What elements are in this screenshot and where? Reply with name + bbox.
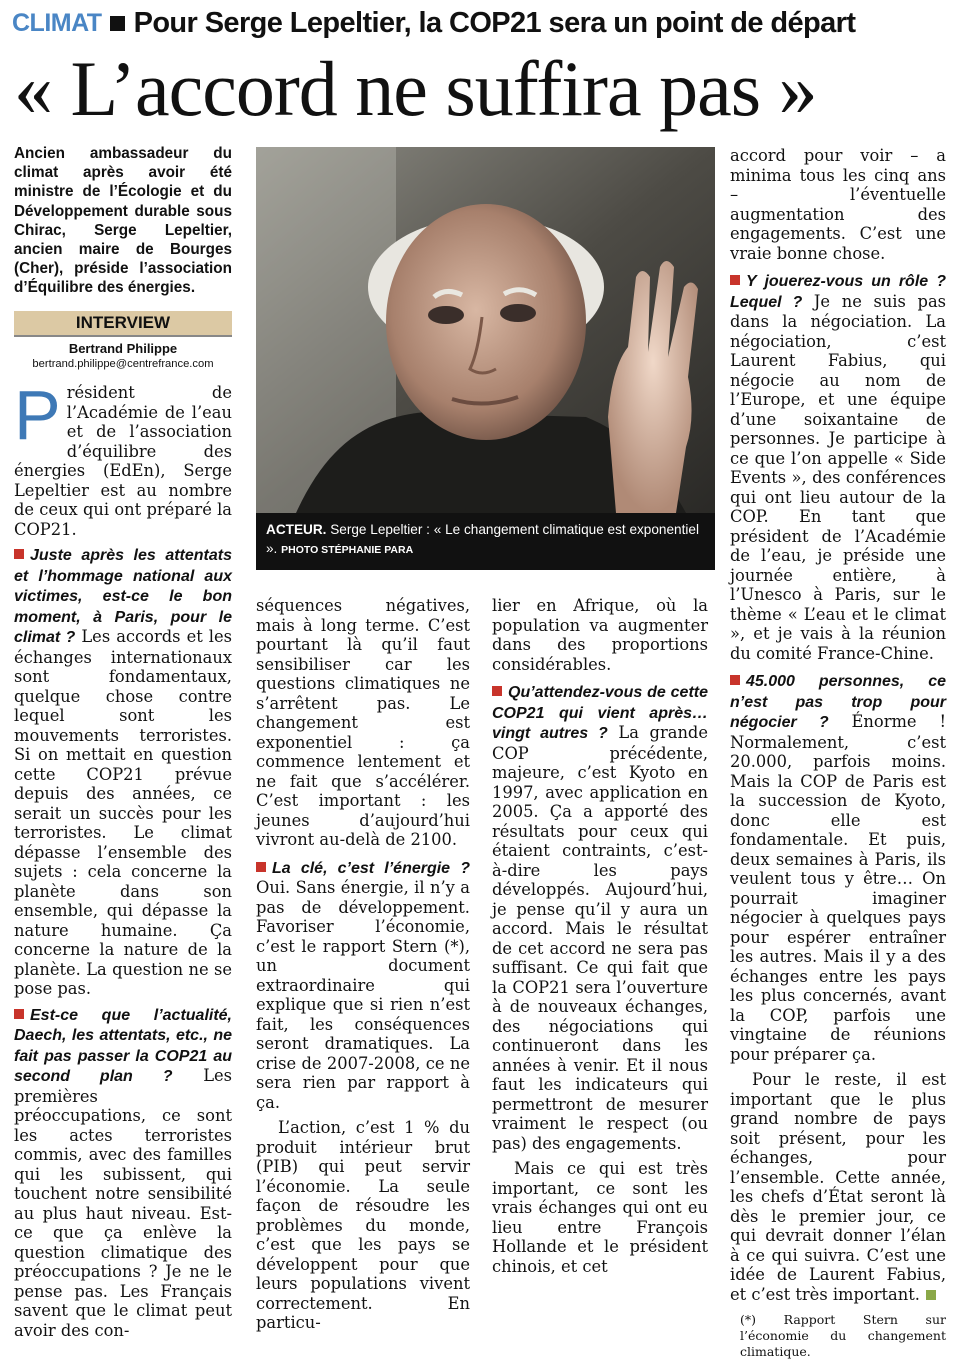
chapo: Ancien ambassadeur du climat après avoir été ministre de l’Écologie et du Développement durable sous Chirac, Serge Lepeltier, ancien maire de Bourges (Cher), préside l’association d’Équilibre des énergies. [14, 145, 232, 297]
question-1: Juste après les attentats et l’hommage national aux victimes, est-ce le bon moment, à Paris, pour le climat ? [14, 547, 232, 646]
kicker-text: Pour Serge Lepeltier, la COP21 sera un point de départ [133, 6, 856, 39]
question-5: Y jouerez-vous un rôle ? Lequel ? [730, 273, 946, 311]
headline: « L’accord ne suffira pas » [14, 45, 817, 132]
column-2 [256, 596, 470, 1333]
question-marker-icon [730, 675, 740, 685]
intro-text: résident de l’Académie de l’eau et de l’association d’équilibre des énergies (EdEn), Serge Lepeltier est au nombre de ceux qui ont préparé la COP21. [14, 383, 232, 539]
qa-2 [14, 1005, 232, 1341]
col3-paragraph-2: Mais ce qui est très important, ce sont les vrais échanges qui ont eu lieu entre François Hollande et le président chinois, et cet [492, 1159, 708, 1276]
answer-3: Oui. Sans énergie, il n’y a pas de développement. Favoriser l’économie, c’est le rapport Stern (*), un document extraordinaire qui explique que si rien n’est fait, les conséquences seront dramatiques. La crise de 2007-2008, ce ne sera rien par rapport à ça. [256, 878, 470, 1112]
portrait-illustration [256, 147, 715, 513]
question-marker-icon [256, 862, 266, 872]
answer-6: Énorme ! Normalement, c’est 20.000, parfois moins. Mais la COP de Paris est la succession de Kyoto, donc elle est fondamentale. Et puis, deux semaines à Paris, ils veulent tous y être… On pourrait imaginer négocier à quelques pays pour espérer entraîner les autres. Mais il y a des échanges entre les pays les plus concernés, avant la COP, parfois une vingtaine de réunions pour préparer ça. [730, 712, 946, 1064]
closing-text: Pour le reste, il est important que le plus grand nombre de pays soit présent, pour les échanges, pour l’ensemble. Cette année, les chefs d’État seront là dès le premier jour, ce qui devrait donner l’élan à ce qui suivra. C’est une idée de Laurent Fabius, et c’est très important. [730, 1070, 946, 1304]
section-tag: CLIMAT [12, 8, 102, 37]
kicker-square [110, 16, 125, 31]
col2-paragraph-1: séquences négatives, mais à long terme. C’est pourtant là qu’il faut sensibiliser car les questions climatiques ne s’arrêtent pas. Le changement est exponentiel : ça commence lentement et ne fait que s’accélérer. C’est important : les jeunes d’aujourd’hui vivront au-delà de 2100. [256, 596, 470, 849]
caption-text: Serge Lepeltier : « Le changement climatique est exponentiel ». [266, 522, 699, 556]
answer-1: Les accords et les échanges internationaux sont fondamentaux, quelque chose contre lequel sont les mouvements terroristes. Si on mettait en question cette COP21 prévue depuis des années, ce serait un succès pour les terroristes. Le climat dépasse l’ensemble des sujets : cela concerne la planète dans son ensemble, qui dépasse la nature humaine. Ça concerne la nature de la planète. La question ne se pose pas. [14, 627, 232, 998]
author-email: bertrand.philippe@centrefrance.com [32, 358, 214, 370]
kicker-line [12, 6, 855, 40]
col4-paragraph-2 [730, 1070, 946, 1304]
qa-4 [492, 682, 708, 1153]
column-1 [14, 376, 232, 1340]
drop-cap: P [14, 376, 61, 454]
interview-label-bar [14, 311, 232, 335]
qa-3 [256, 858, 470, 1113]
question-6: 45.000 personnes, ce n’est pas trop pour négocier ? [730, 673, 946, 731]
question-marker-icon [14, 549, 24, 559]
column-3 [492, 596, 708, 1276]
author-name: Bertrand Philippe [68, 341, 178, 356]
qa-1 [14, 545, 232, 999]
interview-label: INTERVIEW [75, 313, 171, 332]
col2-paragraph-2: L’action, c’est 1 % du produit intérieur brut (PIB) qui peut servir l’économie. La seule façon de résoudre les problèmes du monde, c’est que les pays se développent pour que leurs populations vivent correctement. En particu- [256, 1118, 470, 1332]
end-of-article-icon [926, 1290, 936, 1300]
qa-5 [730, 271, 946, 663]
question-2: Est-ce que l’actualité, Daech, les attentats, etc., ne fait pas passer la COP21 au second plan ? [14, 1006, 232, 1085]
col4-paragraph-1: accord pour voir – a minima tous les cinq ans – l’éventuelle augmentation des engagements. C’est une vraie bonne chose. [730, 146, 946, 263]
intro-paragraph [14, 376, 232, 539]
qa-6 [730, 671, 946, 1064]
interview-divider [14, 335, 232, 337]
col3-paragraph-1: lier en Afrique, où la population va augmenter dans des proportions considérables. [492, 596, 708, 674]
question-3: La clé, c’est l’énergie ? [272, 859, 470, 877]
answer-2: Les premières préoccupations, ce sont les actes terroristes commis, avec des familles qui les subissent, qui touchent notre sensibilité au plus haut niveau. Est-ce que ça enlève la question climatique des préoccupations ? Je ne le pense pas. Les Français savent que le climat peut avoir des con- [14, 1066, 232, 1340]
photo-credit: PHOTO STÉPHANIE PARA [281, 544, 414, 556]
question-marker-icon [730, 275, 740, 285]
answer-4: La grande COP précédente, majeure, c’est Kyoto en 1997, avec application en 2005. Ça a apporté des résultats pour ceux qui étaient contraints, c’est-à-dire les pays développés. Aujourd’hui, je pense qu’il y aura un accord. Mais le résultat de cet accord ne sera pas suffisant. Ce qui fait que la COP21 sera l’ouverture à de nouveaux échanges, des négociations qui continueront dans les années à venir. Et il nous faut les indicateurs qui permettront de mesurer vraiment le respect (ou pas) des engagements. [492, 723, 708, 1153]
column-4 [730, 146, 946, 1360]
caption-label: ACTEUR. [266, 522, 327, 537]
portrait-photo [256, 147, 715, 513]
question-4: Qu’attendez-vous de cette COP21 qui vient après… vingt autres ? [492, 684, 708, 742]
answer-5: Je ne suis pas dans la négociation. La négociation, c’est Laurent Fabius, qui négocie au nom de l’Europe, et une équipe d’une soixantaine de personnes. Je participe à ce que l’on appelle « Side Events », des conférences qui ont lieu autour de la COP. En tant que président de l’Académie de l’eau, je préside une journée entière, à l’Unesco à Paris, sur le thème « L’eau et le climat », et je vais à la réunion du comité France-Chine. [730, 291, 946, 663]
footnote: (*) Rapport Stern sur l’économie du changement climatique. [740, 1312, 946, 1359]
question-marker-icon [492, 686, 502, 696]
photo-caption [256, 513, 715, 570]
question-marker-icon [14, 1009, 24, 1019]
